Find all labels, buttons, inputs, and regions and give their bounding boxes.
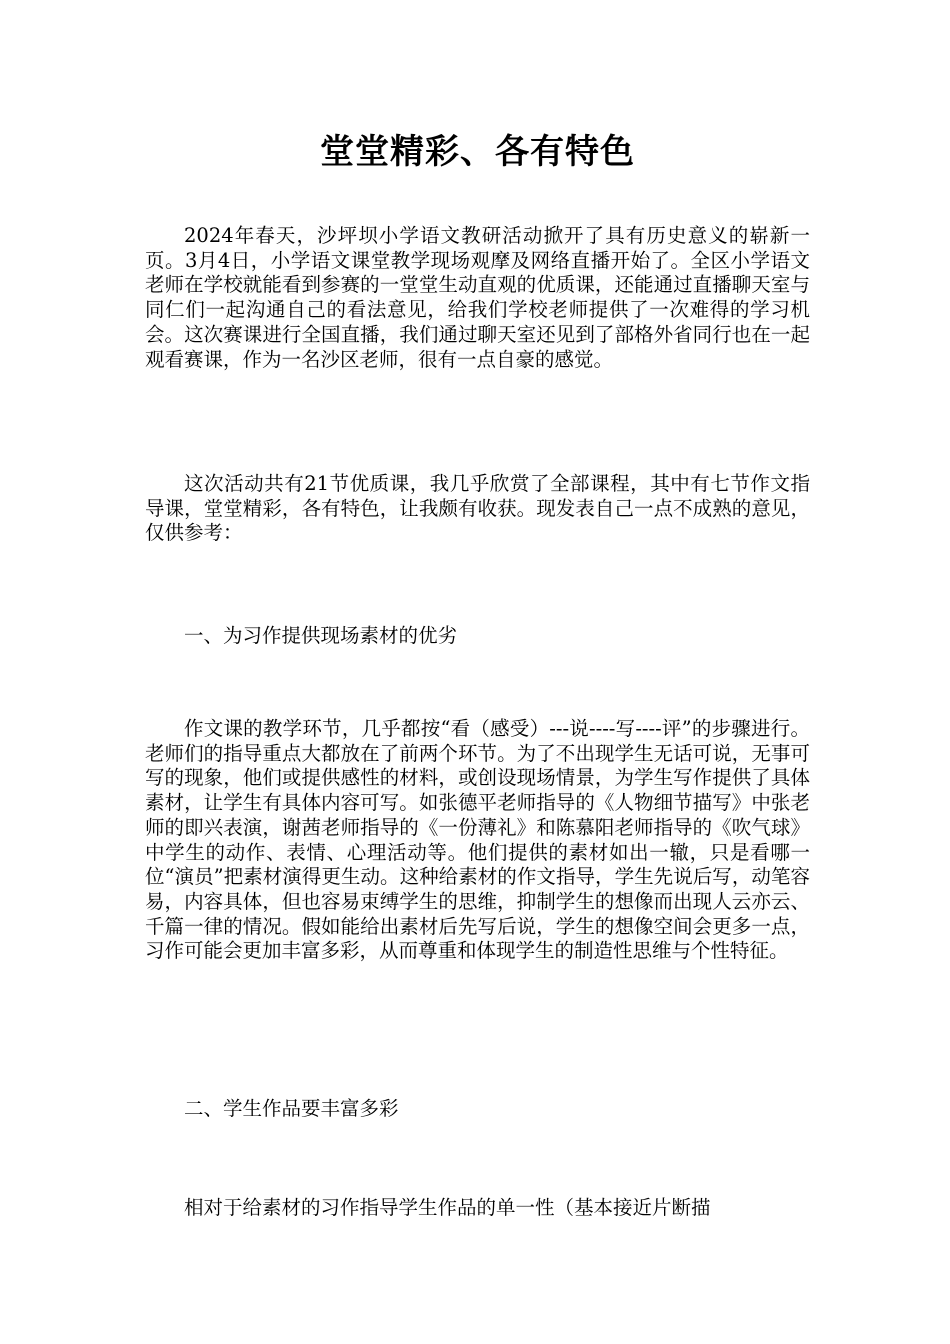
paragraph-intro: 2024年春天，沙坪坝小学语文教研活动掀开了具有历史意义的崭新一页。3月4日，小学语文课堂教学现场观摩及网络直播开始了。全区小学语文老师在学校就能看到参赛的一堂堂生动直观的优质课，还能通过直播聊天室与同仁们一起沟通自己的看法意见，给我们学校老师提供了一次难得的学习机会。这次赛课进行全国直播，我们通过聊天室还见到了部格外省同行也在一起观看赛课，作为一名沙区老师，很有一点自豪的感觉。 — [145, 224, 810, 371]
paragraph-overview: 这次活动共有21节优质课，我几乎欣赏了全部课程，其中有七节作文指导课，堂堂精彩，各有特色，让我颇有收获。现发表自己一点不成熟的意见，仅供参考： — [145, 472, 810, 545]
paragraph-section-2: 相对于给素材的习作指导学生作品的单一性（基本接近片断描 — [184, 1196, 711, 1219]
section-heading-1: 一、为习作提供现场素材的优劣 — [184, 624, 458, 647]
section-heading-2: 二、学生作品要丰富多彩 — [184, 1097, 399, 1120]
paragraph-section-1: 作文课的教学环节，几乎都按“看（感受）---说----写----评”的步骤进行。老师们的指导重点大都放在了前两个环节。为了不出现学生无话可说，无事可写的现象，他们或提供感性的材料，或创设现场情景，为学生写作提供了具体素材，让学生有具体内容可写。如张德平老师指导的《人物细节描写》中张老师的即兴表演，谢茜老师指导的《一份薄礼》和陈慕阳老师指导的《吹气球》中学生的动作、表情、心理活动等。他们提供的素材如出一辙，只是看哪一位“演员”把素材演得更生动。这种给素材的作文指导，学生先说后写，动笔容易，内容具体，但也容易束缚学生的思维，抑制学生的想像而出现人云亦云、千篇一律的情况。假如能给出素材后先写后说，学生的想像空间会更多一点，习作可能会更加丰富多彩，从而尊重和体现学生的制造性思维与个性特征。 — [145, 717, 810, 963]
document-title: 堂堂精彩、各有特色 — [320, 132, 635, 172]
